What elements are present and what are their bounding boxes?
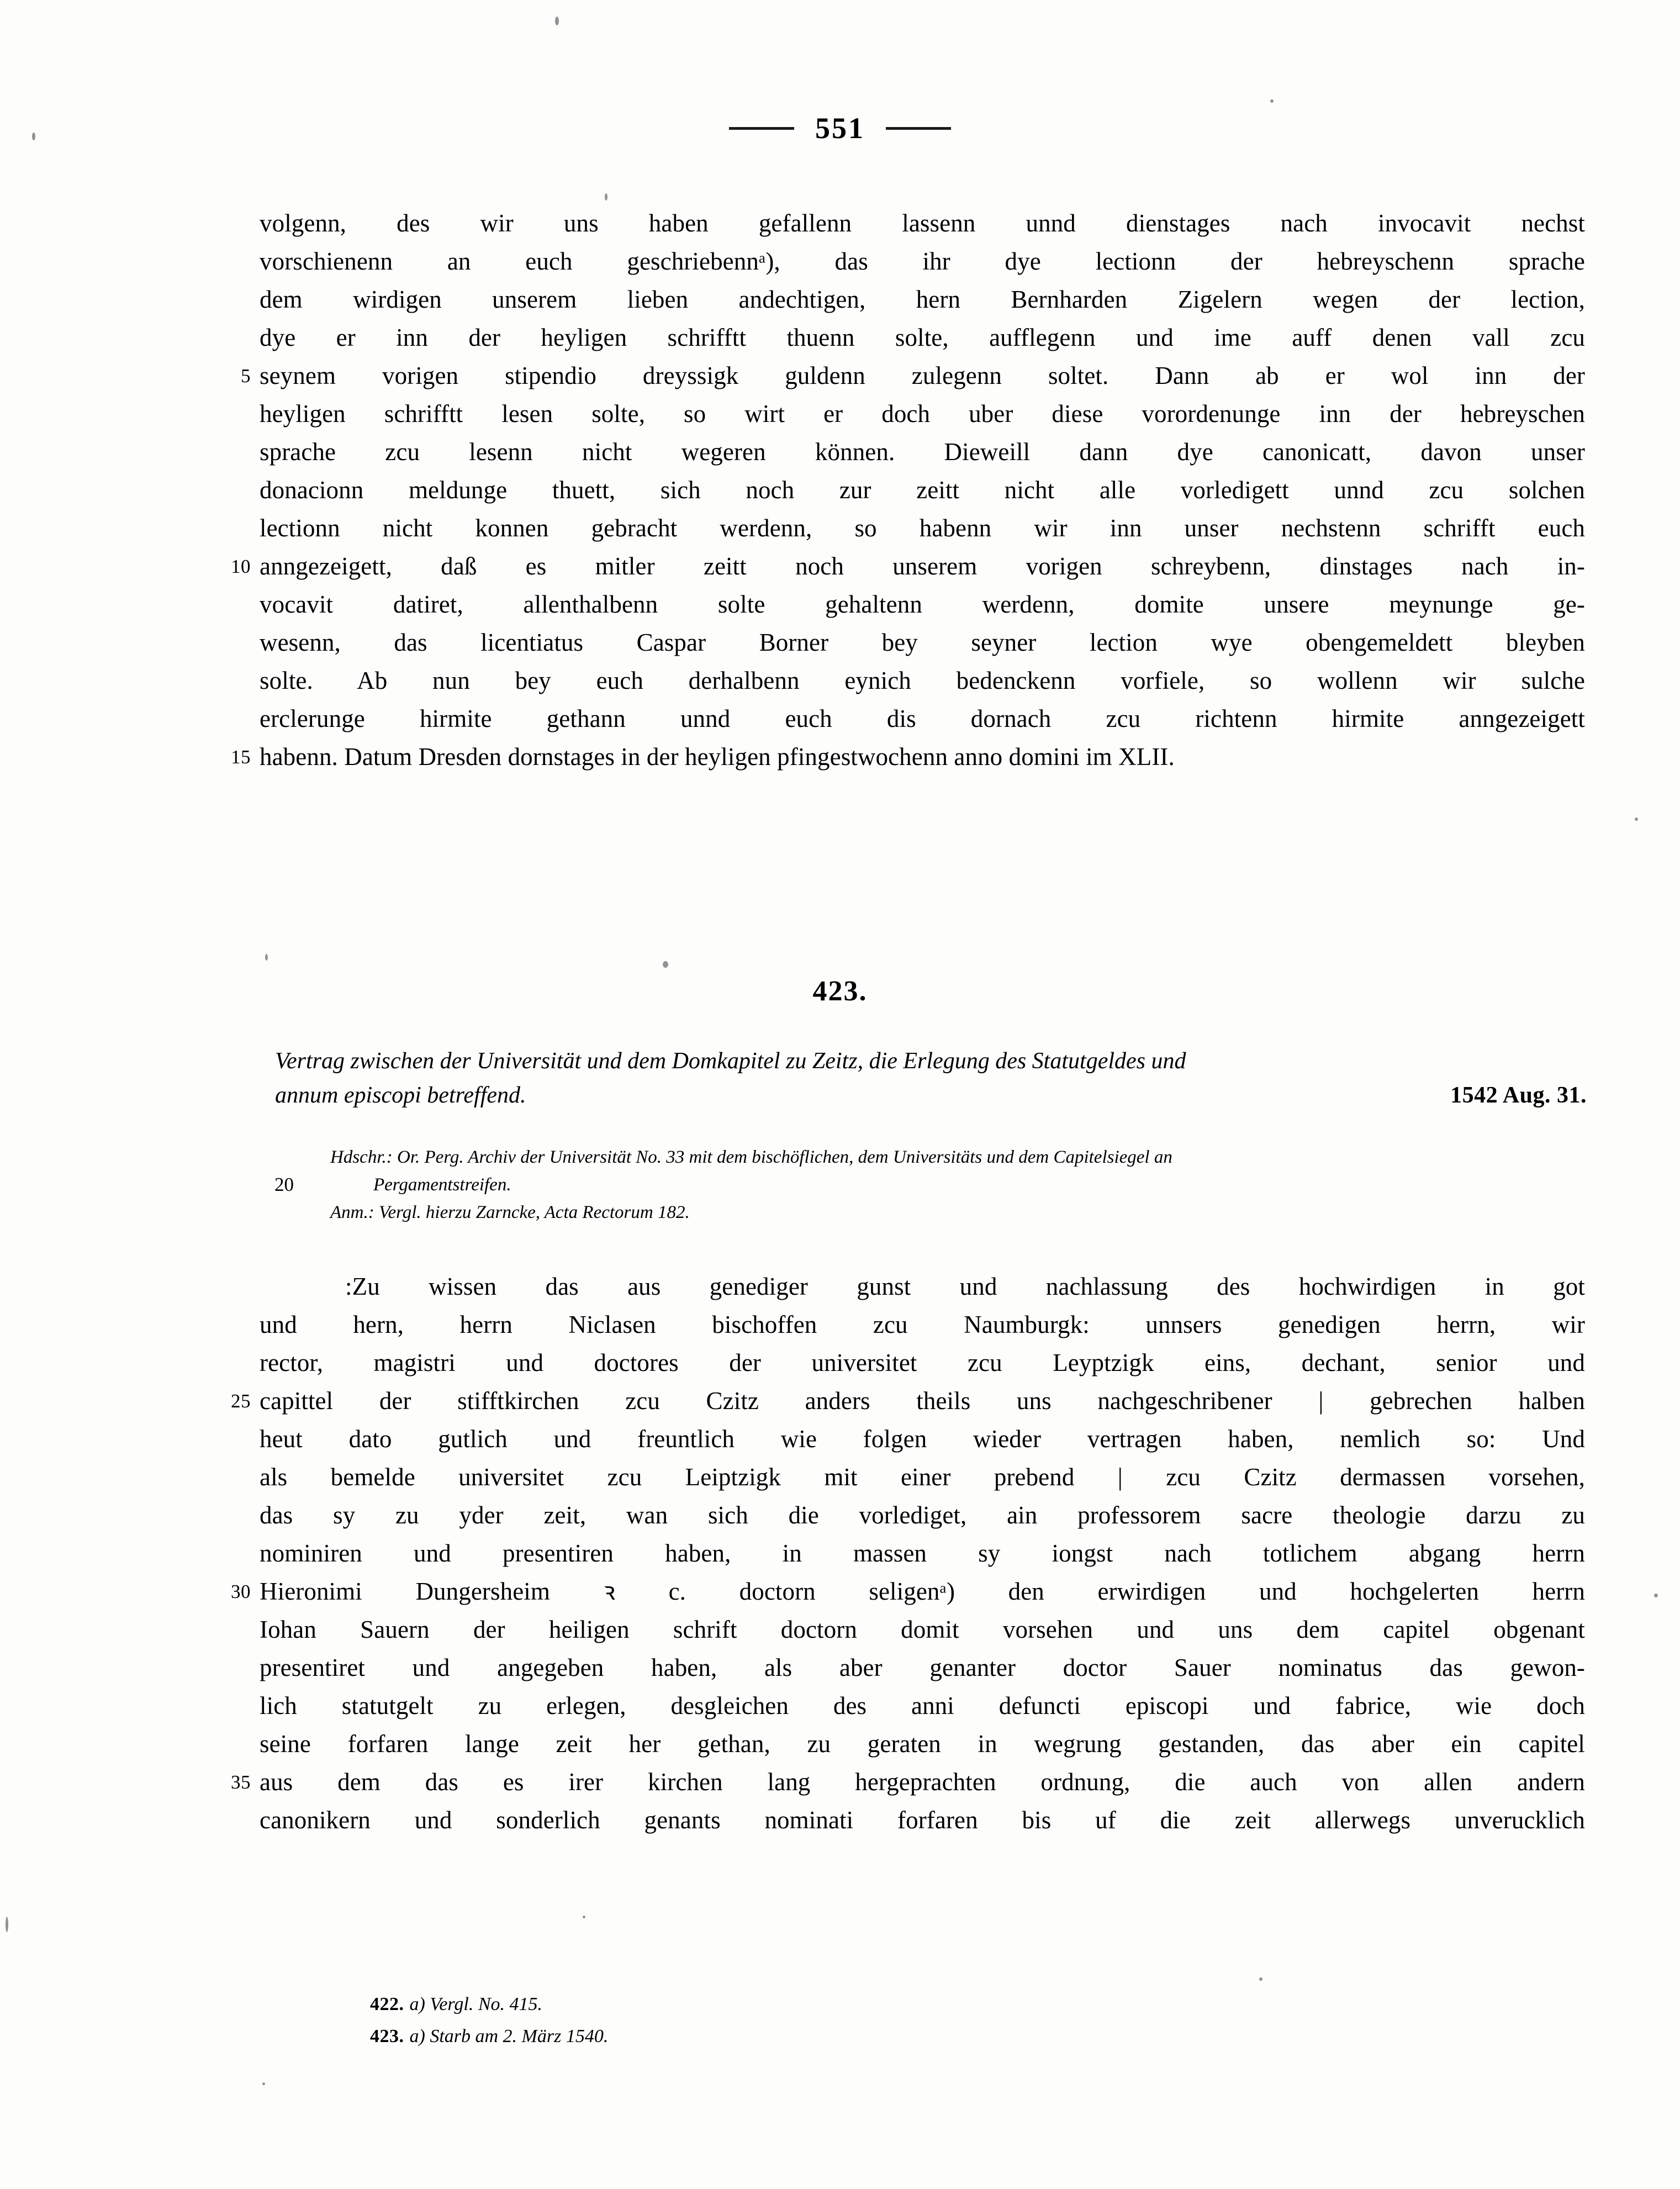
line-text: das sy zu yder zeit, wan sich die vorlediget, ain professorem sacre theologie darzu zu [260,1501,1585,1529]
line-number: 20 [274,1174,294,1195]
line-text: aus dem das es irer kirchen lang hergeprachten ordnung, die auch von allen andern [260,1768,1585,1796]
scan-speckle [1635,817,1638,821]
text-line [260,433,1585,471]
line-number: 5 [241,365,251,387]
footnote-text: a) Starb am 2. März 1540. [409,2026,609,2046]
text-line [260,700,1585,738]
line-number: 30 [231,1581,251,1602]
text-line [260,1839,1585,1877]
text-line [260,242,1585,281]
line-number: 10 [231,556,251,577]
line-text: seynem vorigen stipendio dreyssigk guldenn zulegenn soltet. Dann ab er wol inn der [260,362,1585,389]
text-line [260,1268,1585,1306]
text-line [260,586,1585,624]
line-text: sprache zcu lesenn nicht wegeren können. Dieweill dann dye canonicatt, davon unser [260,438,1585,466]
source-note-hdschr-continued: Pergamentstreifen. [373,1175,511,1195]
text-line [260,1306,1585,1344]
line-text: presentiret und angegeben haben, als aber genanter doctor Sauer nominatus das gewon- [260,1654,1585,1681]
text-line [241,357,1585,395]
line-number: 25 [231,1390,251,1412]
text-line [260,1496,1585,1534]
scan-speckle [1259,1977,1262,1981]
line-text: und hern, herrn Niclasen bischoffen zcu Naumburgk: unnsers genedigen herrn, wir [260,1311,1585,1338]
text-line [260,1687,1585,1725]
footnote-item [370,2021,1585,2053]
scan-speckle [265,954,268,961]
line-text: heut dato gutlich und freuntlich wie folgen wieder vertragen haben, nemlich so: Und [260,1425,1585,1453]
line-text: vocavit datiret, allenthalbenn solte gehaltenn werdenn, domite unsere meynunge ge- [260,590,1585,618]
text-line [260,624,1585,662]
scan-speckle [1270,99,1274,103]
text-line [231,1763,1585,1801]
footnote-block [370,1988,1585,2053]
text-line [260,1458,1585,1496]
text-line [231,738,1585,776]
line-text: anngezeigett, daß es mitler zeitt noch unserem vorigen schreybenn, dinstages nach in- [260,552,1585,580]
line-text: donacionn meldunge thuett, sich noch zur zeitt nicht alle vorledigett unnd zcu solchen [260,476,1585,504]
document-date: 1542 Aug. 31. [1450,1083,1587,1108]
footnote-ref: 422. [370,1994,404,2014]
line-text: seine forfaren lange zeit her gethan, zu geraten in wegrung gestanden, das aber ein capitel [260,1730,1585,1758]
footnote-text: a) Vergl. No. 415. [409,1994,543,2014]
text-line [260,1801,1585,1839]
scan-speckle [583,1916,585,1918]
document-number-heading: 423. [812,975,868,1007]
text-line [260,281,1585,319]
text-line [231,1382,1585,1420]
text-line [260,1344,1585,1382]
text-line [260,1420,1585,1458]
regest-line-1: Vertrag zwischen der Universität und dem Domkapitel zu Zeitz, die Erlegung des Statutgeldes und [275,1048,1186,1074]
rule-right-icon [886,127,951,130]
text-line [260,204,1585,242]
source-note [274,1143,1589,1226]
line-text: rector, magistri und doctores der universitet zcu Leyptzigk eins, dechant, senior und [260,1349,1585,1376]
line-text: habenn. Datum Dresden dornstages in der heyligen pfingestwochenn anno domini im XLII. [260,743,1175,771]
scan-speckle [605,193,607,201]
regest-line-2: annum episcopi betreffend. [275,1083,526,1108]
source-note-anm: Anm.: Vergl. hierzu Zarncke, Acta Rectorum 182. [330,1202,690,1222]
text-line [260,1611,1585,1649]
line-text: capittel der stifftkirchen zcu Czitz anders theils uns nachgeschribener | gebrechen halben [260,1387,1585,1415]
scan-speckle [262,2082,265,2085]
document-423-body [231,1268,1585,1877]
line-text: Iohan Sauern der heiligen schrift doctorn domit vorsehen und uns dem capitel obgenant [260,1616,1585,1643]
running-head [0,113,1680,143]
line-text: erclerunge hirmite gethann unnd euch dis dornach zcu richtenn hirmite anngezeigett [260,705,1585,732]
document-regest [275,1044,1587,1112]
page-number: 551 [815,112,865,145]
text-line [260,319,1585,357]
line-text: dye er inn der heyligen schrifftt thuenn solte, aufflegenn und ime auff denen vall zcu [260,324,1585,351]
text-line [260,1649,1585,1687]
scan-speckle [32,133,35,140]
line-number: 35 [231,1771,251,1793]
text-line [260,509,1585,547]
footnote-item [370,1988,1585,2021]
line-number: 15 [231,746,251,768]
line-text: als bemelde universitet zcu Leiptzigk mit einer prebend | zcu Czitz dermassen vorsehen, [260,1463,1585,1491]
line-text: Hieronimi Dungersheim ꝛ c. doctorn seligenᵃ) den erwirdigen und hochgelerten herrn [260,1578,1585,1605]
scan-speckle [6,1917,8,1932]
text-line [231,547,1585,586]
document-422-body [231,204,1585,776]
line-text: vorschienenn an euch geschriebennᵃ), das ihr dye lectionn der hebreyschenn sprache [260,247,1585,275]
scan-speckle [1654,1594,1658,1597]
line-text: solte. Ab nun bey euch derhalbenn eynich bedenckenn vorfiele, so wollenn wir sulche [260,667,1585,694]
line-text: heyligen schrifftt lesen solte, so wirt er doch uber diese vorordenunge inn der hebreyschen [260,400,1585,428]
regest-line-2-row [275,1078,1587,1112]
text-line [260,1725,1585,1763]
line-text: wesenn, das licentiatus Caspar Borner bey seyner lection wye obengemeldett bleyben [260,629,1585,656]
footnote-ref: 423. [370,2026,404,2046]
text-line [260,1534,1585,1573]
scan-speckle [663,961,668,968]
source-note-hdschr: Hdschr.: Or. Perg. Archiv der Universität No. 33 mit dem bischöflichen, dem Universitäts und dem Capitelsiegel an [330,1147,1172,1167]
rule-left-icon [729,127,794,130]
text-line [260,662,1585,700]
text-line [231,1573,1585,1611]
line-text: dem wirdigen unserem lieben andechtigen, hern Bernharden Zigelern wegen der lection, [260,286,1585,313]
text-line [260,471,1585,509]
line-text: canonikern und sonderlich genants nominati forfaren bis uf die zeit allerwegs unverucklich [260,1806,1585,1834]
text-line [260,395,1585,433]
line-text: volgenn, des wir uns haben gefallenn lassenn unnd dienstages nach invocavit nechst [260,209,1585,237]
line-text: lectionn nicht konnen gebracht werdenn, so habenn wir inn unser nechstenn schrifft euch [260,514,1585,542]
scan-speckle [555,17,559,25]
line-text: lich statutgelt zu erlegen, desgleichen des anni defuncti episcopi und fabrice, wie doch [260,1692,1585,1719]
line-text: nominiren und presentiren haben, in massen sy iongst nach totlichem abgang herrn [260,1539,1585,1567]
line-text: :Zu wissen das aus genediger gunst und nachlassung des hochwirdigen in got [345,1273,1585,1300]
